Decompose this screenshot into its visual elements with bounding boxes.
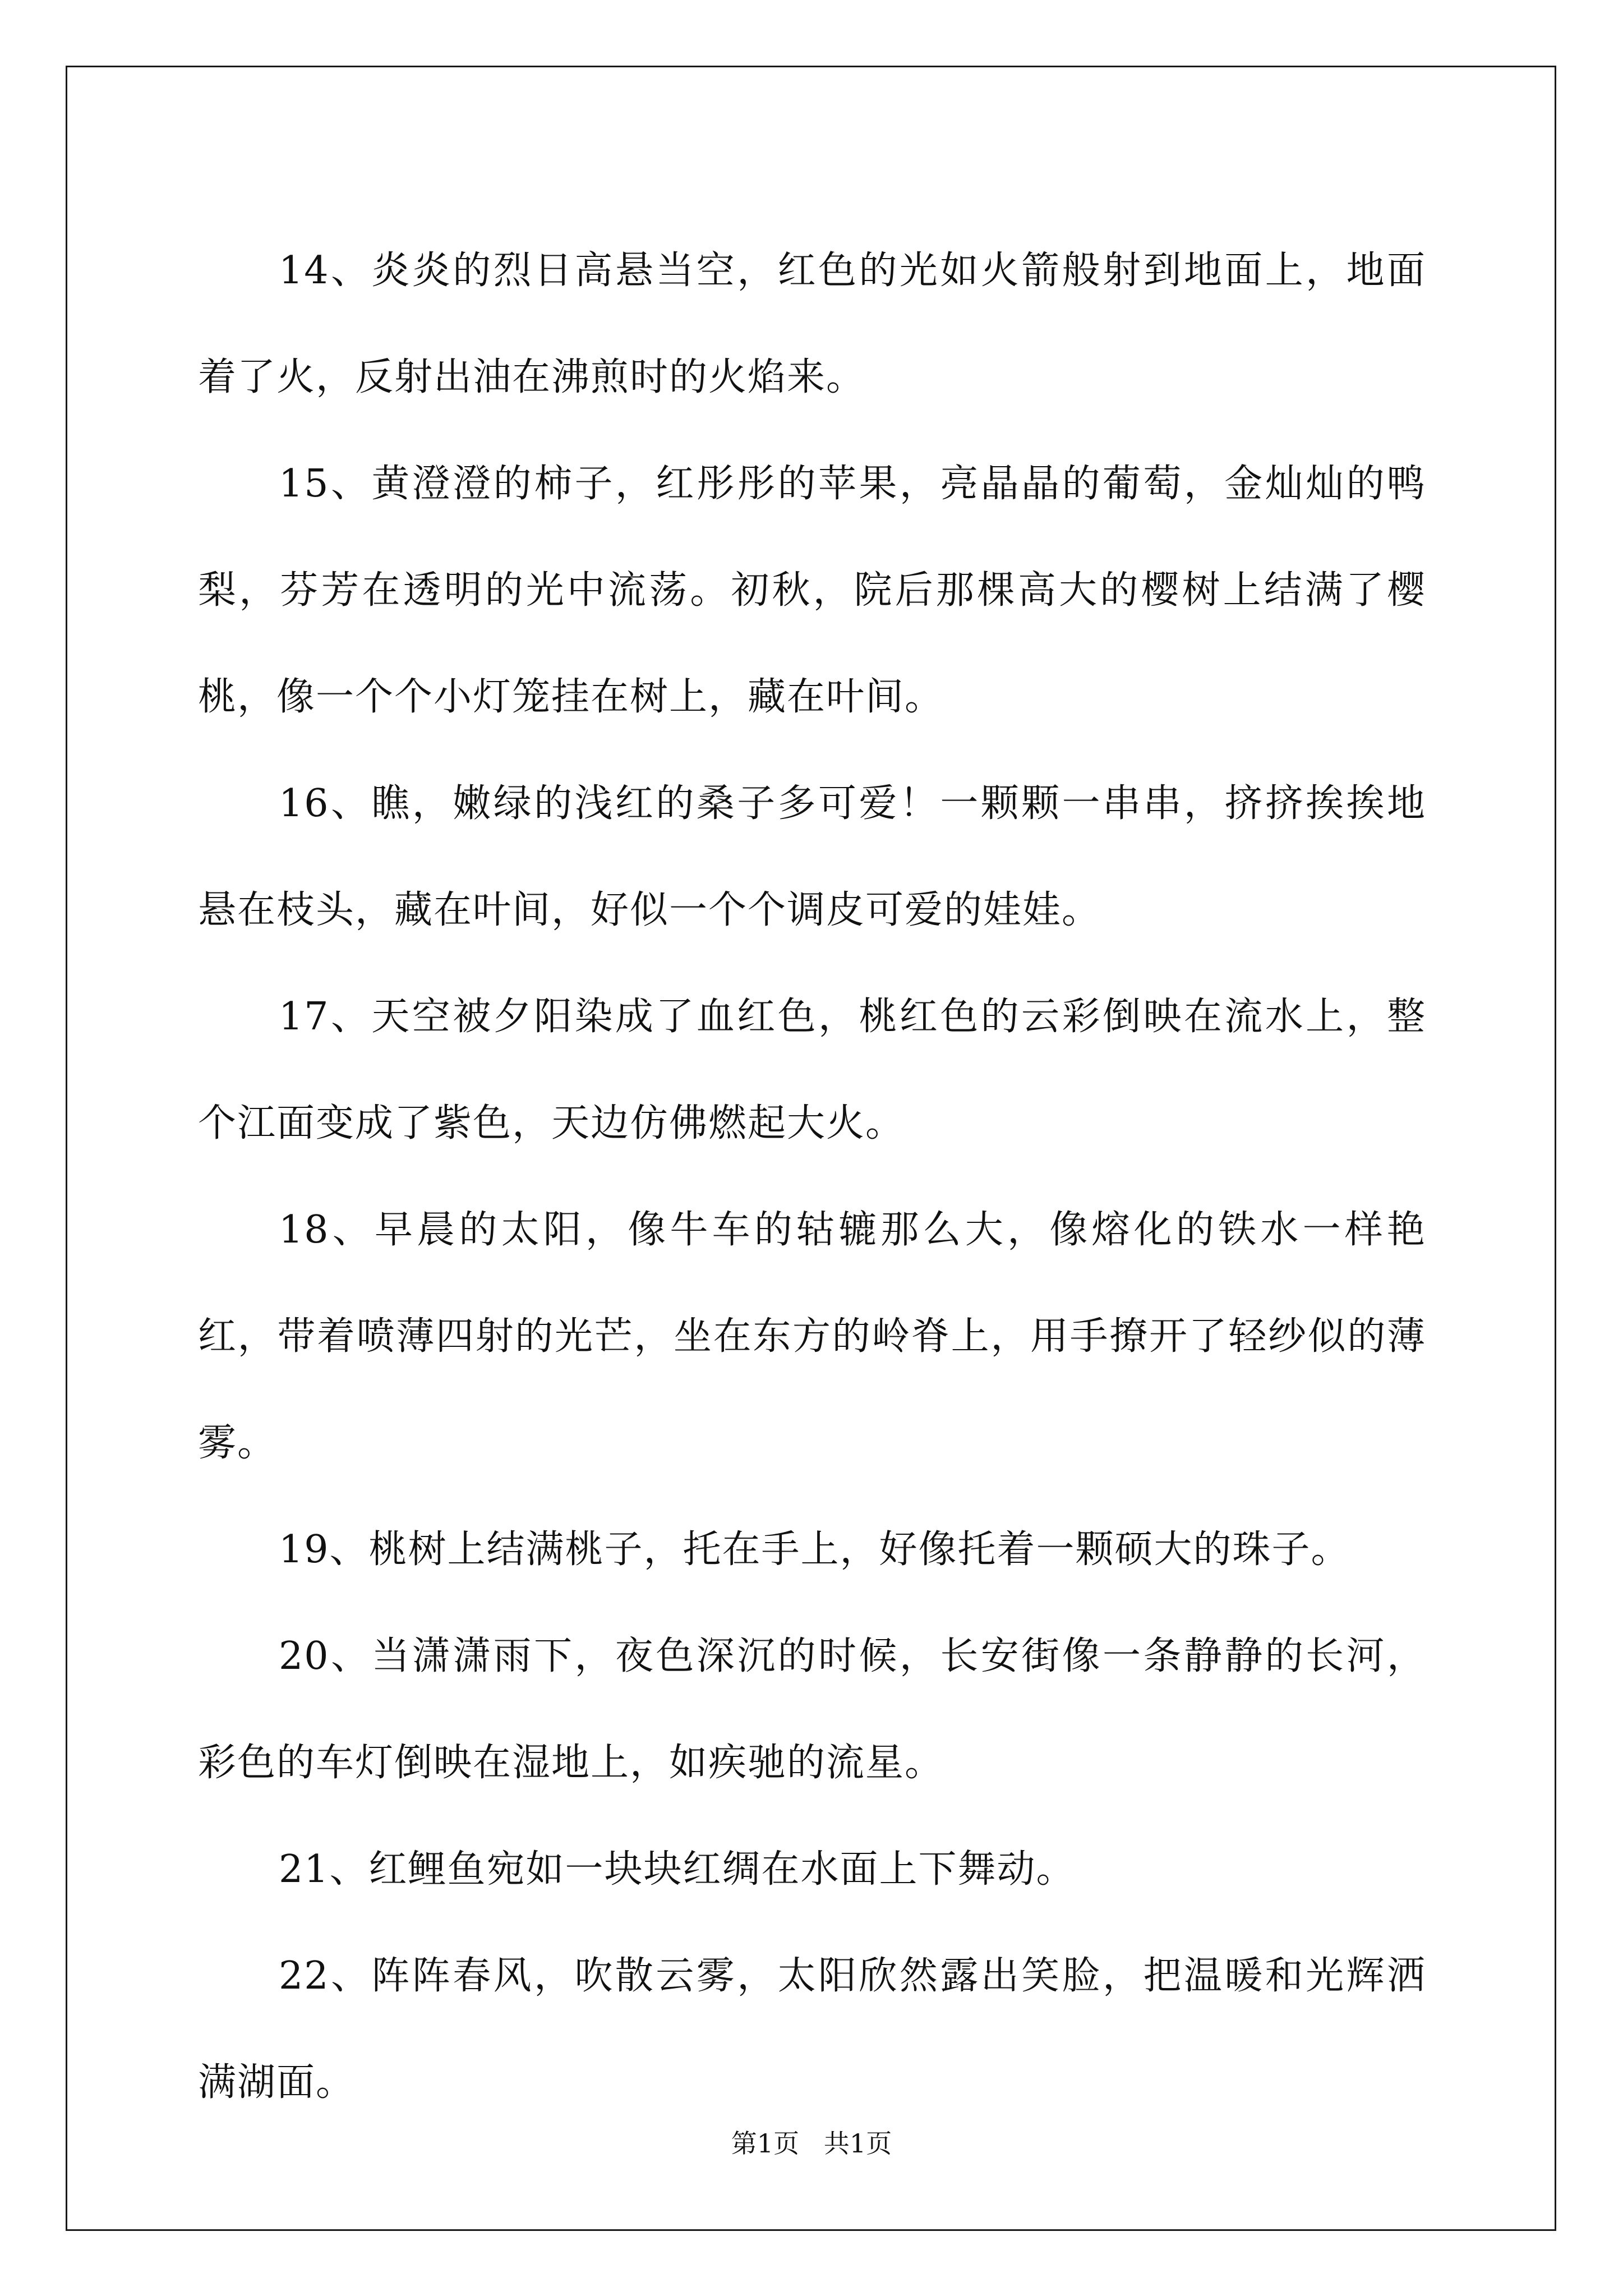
paragraph-20: 20、当潇潇雨下，夜色深沉的时候，长安街像一条静静的长河，彩色的车灯倒映在湿地上，如疾驰的流星。: [198, 1634, 1426, 1785]
page-number-footer: 第1页 共1页: [731, 2128, 892, 2159]
paragraph-16: 16、瞧，嫩绿的浅红的桑子多可爱！一颗颗一串串，挤挤挨挨地悬在枝头，藏在叶间，好似一个个调皮可爱的娃娃。: [198, 781, 1426, 932]
paragraph-18: 18、早晨的太阳，像牛车的轱辘那么大，像熔化的铁水一样艳红，带着喷薄四射的光芒，坐在东方的岭脊上，用手撩开了轻纱似的薄雾。: [198, 1208, 1426, 1465]
document-body: [198, 218, 1426, 2136]
paragraph-22: 22、阵阵春风，吹散云雾，太阳欣然露出笑脸，把温暖和光辉洒满湖面。: [198, 1954, 1426, 2105]
paragraph-19: 19、桃树上结满桃子，托在手上，好像托着一颗硕大的珠子。: [279, 1527, 1350, 1572]
paragraph-14: 14、炎炎的烈日高悬当空，红色的光如火箭般射到地面上，地面着了火，反射出油在沸煎时的火焰来。: [198, 249, 1426, 399]
paragraph-17: 17、天空被夕阳染成了血红色，桃红色的云彩倒映在流水上，整个江面变成了紫色，天边仿佛燃起大火。: [198, 995, 1426, 1145]
paragraph-21: 21、红鲤鱼宛如一块块红绸在水面上下舞动。: [279, 1847, 1076, 1892]
paragraph-15: 15、黄澄澄的柿子，红彤彤的苹果，亮晶晶的葡萄，金灿灿的鸭梨，芬芳在透明的光中流荡。初秋，院后那棵高大的樱树上结满了樱桃，像一个个小灯笼挂在树上，藏在叶间。: [198, 462, 1426, 719]
